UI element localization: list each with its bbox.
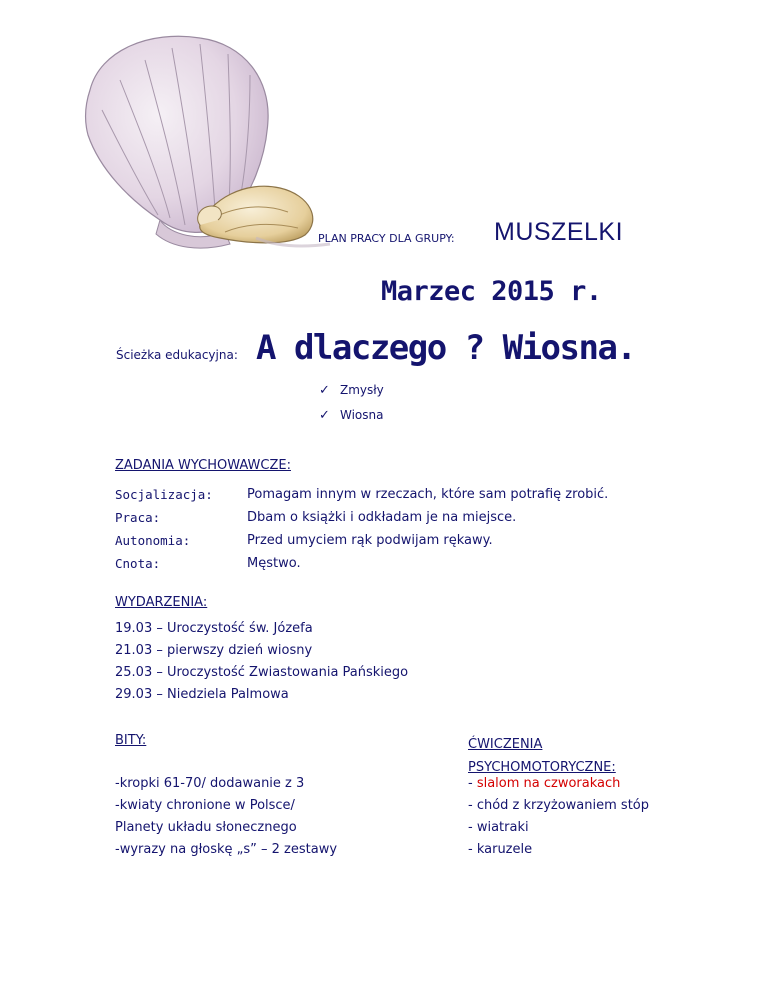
task-row	[115, 510, 608, 533]
bity-heading: BITY:	[115, 733, 147, 748]
exercise-text-highlighted: slalom na czworakach	[476, 776, 621, 791]
bity-item: -kwiaty chronione w Polsce/	[115, 798, 295, 813]
task-row	[115, 556, 608, 579]
exercise-item: - slalom na czworakach	[468, 776, 621, 791]
path-title: A dlaczego ? Wiosna.	[256, 328, 636, 368]
subtopic-item	[319, 383, 384, 408]
exercise-text: wiatraki	[476, 820, 529, 835]
task-row	[115, 533, 608, 556]
subtopic-label: Zmysły	[340, 383, 384, 397]
task-text: Przed umyciem rąk podwijam rękawy.	[247, 533, 493, 548]
exercise-item: - chód z krzyżowaniem stóp	[468, 798, 649, 813]
checkmark-icon: ✓	[319, 408, 330, 423]
bity-item: Planety układu słonecznego	[115, 820, 297, 835]
subtopic-label: Wiosna	[340, 408, 384, 422]
checkmark-icon: ✓	[319, 383, 330, 398]
event-item: 19.03 – Uroczystość św. Józefa	[115, 621, 313, 636]
exercises-heading-line: ĆWICZENIA	[468, 737, 543, 752]
task-text: Pomagam innym w rzeczach, które sam potrafię zrobić.	[247, 487, 609, 502]
bity-item: -kropki 61-70/ dodawanie z 3	[115, 776, 305, 791]
bity-item: -wyrazy na głoskę „s” – 2 zestawy	[115, 842, 338, 857]
event-item: 29.03 – Niedziela Palmowa	[115, 687, 289, 702]
seashell-illustration-icon	[60, 20, 360, 260]
month-title: Marzec 2015 r.	[381, 276, 602, 307]
plan-label: PLAN PRACY DLA GRUPY:	[318, 232, 455, 245]
subtopic-item	[319, 408, 384, 433]
exercise-item: - karuzele	[468, 842, 533, 857]
event-item: 21.03 – pierwszy dzień wiosny	[115, 643, 313, 658]
task-category: Socjalizacja:	[115, 487, 213, 502]
bity-list	[115, 776, 337, 864]
task-category: Praca:	[115, 510, 161, 525]
exercise-text: karuzele	[476, 842, 533, 857]
task-text: Męstwo.	[247, 556, 301, 571]
task-category: Cnota:	[115, 556, 161, 571]
tasks-heading: ZADANIA WYCHOWAWCZE:	[115, 458, 291, 473]
events-list	[115, 621, 408, 709]
task-row	[115, 487, 608, 510]
path-label: Ścieżka edukacyjna:	[116, 348, 238, 362]
task-text: Dbam o książki i odkładam je na miejsce.	[247, 510, 517, 525]
task-category: Autonomia:	[115, 533, 191, 548]
exercises-list	[468, 776, 649, 864]
event-item: 25.03 – Uroczystość Zwiastowania Pańskiego	[115, 665, 409, 680]
group-name: MUSZELKI	[494, 218, 624, 246]
subtopic-list	[319, 383, 384, 433]
exercise-text: chód z krzyżowaniem stóp	[476, 798, 649, 813]
exercises-heading-line: PSYCHOMOTORYCZNE:	[468, 760, 616, 775]
tasks-table	[115, 487, 608, 579]
exercises-heading	[468, 733, 616, 779]
events-heading: WYDARZENIA:	[115, 595, 208, 610]
exercise-item: - wiatraki	[468, 820, 529, 835]
